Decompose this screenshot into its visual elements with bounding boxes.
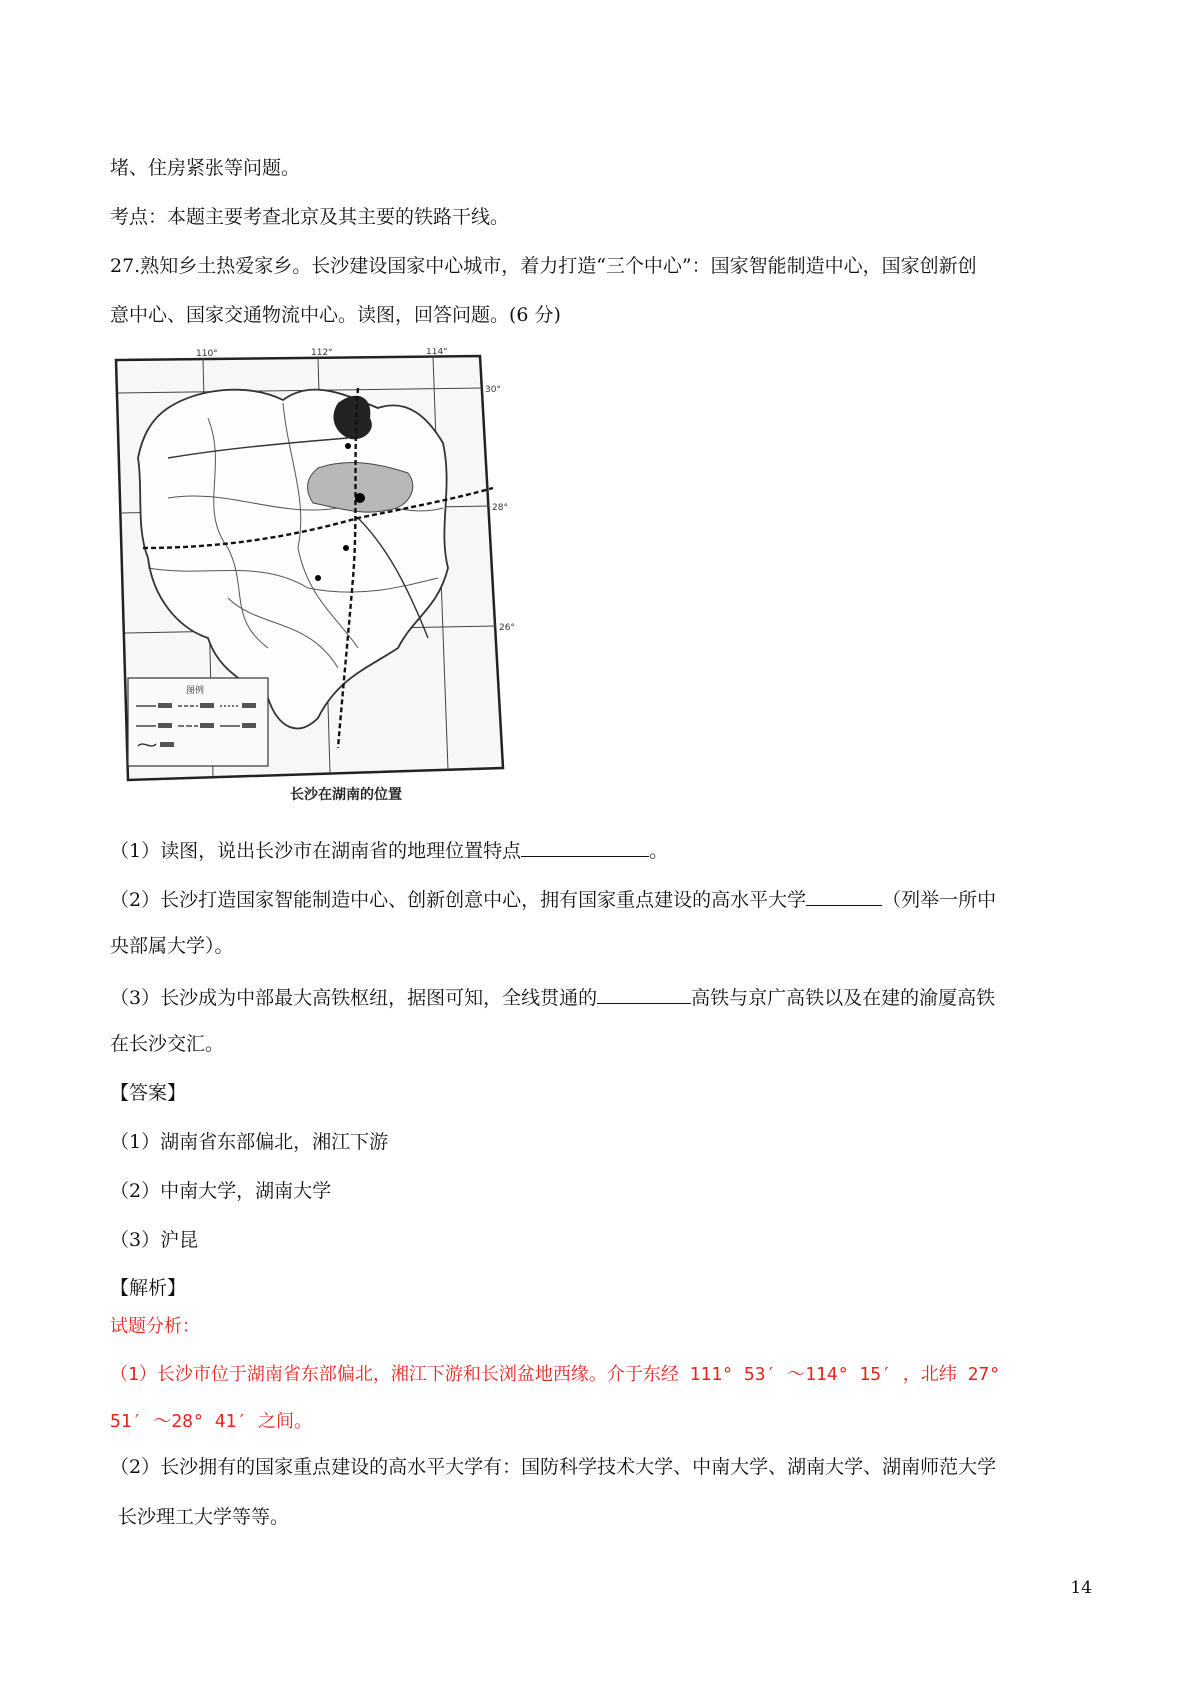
question-2-cont: 央部属大学）。 — [110, 935, 234, 957]
analysis-subheading: 试题分析： — [110, 1316, 200, 1337]
text-line: 堵、住房紧张等问题。 — [110, 157, 301, 179]
lat-label: 30° — [485, 385, 501, 395]
analysis-part-2: （2）长沙拥有的国家重点建设的高水平大学有：国防科学技术大学、中南大学、湖南大学、湖南师范大学 — [110, 1456, 997, 1478]
map-legend — [128, 678, 268, 766]
question-3: （3）长沙成为中部最大高铁枢纽，据图可知，全线贯通的 高铁与京广高铁以及在建的渝厦高铁 — [110, 983, 995, 1010]
analysis-part-2-cont: 长沙理工大学等等。 — [118, 1506, 290, 1528]
question-2: （2）长沙打造国家智能制造中心、创新创意中心，拥有国家重点建设的高水平大学 （列举一所中 — [110, 885, 996, 912]
answer-heading: 【答案】 — [110, 1082, 187, 1104]
hunan-map-figure — [108, 348, 528, 803]
answer-blank[interactable] — [597, 983, 691, 1004]
map-caption: 长沙在湖南的位置 — [290, 787, 402, 803]
text-line: 考点：本题主要考查北京及其主要的铁路干线。 — [110, 206, 510, 228]
lat-label: 28° — [492, 503, 508, 513]
answer-1: （1）湖南省东部偏北，湘江下游 — [110, 1131, 389, 1153]
lon-label: 112° — [311, 348, 333, 358]
analysis-part-1: （1）长沙市位于湖南省东部偏北，湘江下游和长浏盆地西缘。介于东经 111° 53′ ～114° 15′ ，北纬 27° — [110, 1364, 1001, 1385]
question-27-stem-cont: 意中心、国家交通物流中心。读图，回答问题。(6 分) — [110, 304, 561, 326]
answer-blank[interactable] — [521, 836, 649, 857]
answer-3: （3）沪昆 — [110, 1229, 199, 1251]
analysis-part-1-cont: 51′ ～28° 41′ 之间。 — [110, 1411, 313, 1432]
answer-blank[interactable] — [806, 885, 882, 906]
lat-label: 26° — [499, 623, 515, 633]
legend-title: 图例 — [186, 686, 205, 696]
page-number: 14 — [1070, 1578, 1092, 1598]
question-1: （1）读图，说出长沙市在湖南省的地理位置特点 。 — [110, 836, 668, 863]
analysis-heading: 【解析】 — [110, 1277, 187, 1299]
lon-label: 110° — [196, 349, 218, 359]
question-27-stem: 27.熟知乡土热爱家乡。长沙建设国家中心城市，着力打造“三个中心”：国家智能制造中心，国家创新创 — [110, 255, 977, 277]
question-3-cont: 在长沙交汇。 — [110, 1033, 225, 1055]
answer-2: （2）中南大学，湖南大学 — [110, 1180, 332, 1202]
lon-label: 114° — [426, 348, 448, 357]
